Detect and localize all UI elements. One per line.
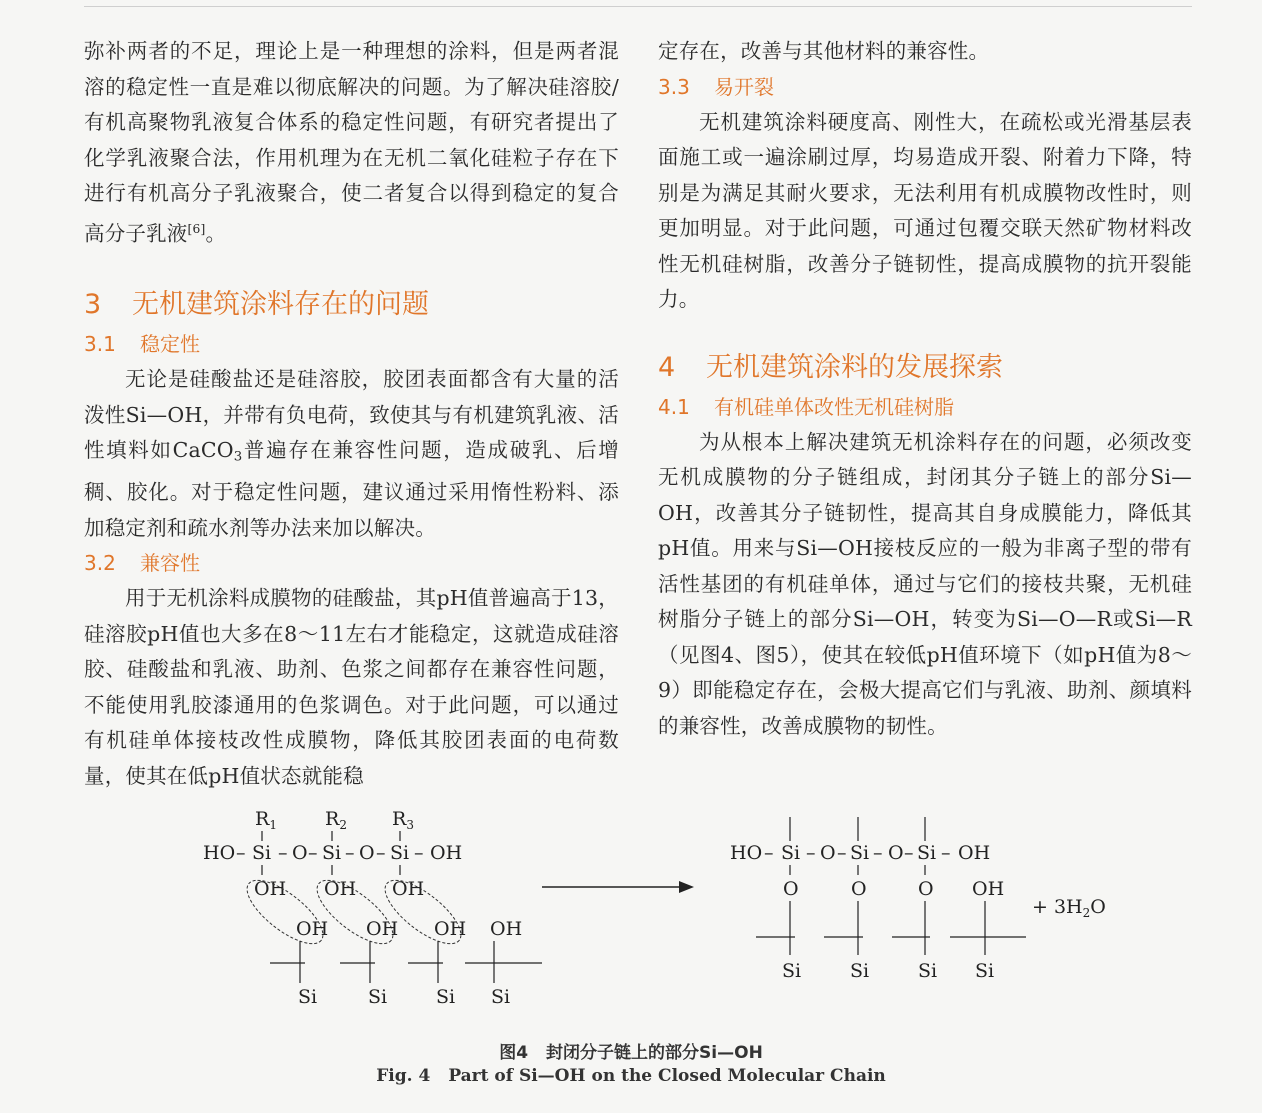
oh-free: OH [972,878,1005,900]
chain-si: Si [850,842,870,864]
si-bottom: Si [491,986,511,1008]
figure-caption-en [0,1066,1262,1086]
subsection-number: 4.1 [658,394,690,419]
oh-top: OH [254,878,287,900]
section-heading [84,285,619,325]
oh-bottom: OH [296,918,329,940]
section-number: 4 [658,351,676,383]
chain-dash: – [873,842,883,864]
water-product: + $3H_2O$ [1032,896,1106,920]
paragraph: 为从根本上解决建筑无机涂料存在的问题，必须改变无机成膜物的分子链组成，封闭其分子链上的部分Si—OH，改善其分子链韧性，提高其自身成膜能力，降低其pH值。用来与Si—OH接枝反应的一般为非离子型的带有活性基团的有机硅单体，通过与它们的接枝共聚，无机硅树脂分子链上的部分Si—OH，转变为Si—O—R或Si—R（见图4、图5），使其在较低pH值环境下（如pH值为8～9）即能稳定存在，会极大提高它们与乳液、助剂、颜填料的兼容性，改善成膜物的韧性。 [658,429,1192,738]
subsection-heading [658,390,1192,425]
chain-o: O [292,842,308,864]
subsection-heading [84,546,619,581]
chain-o: O [820,842,836,864]
chain-dash: – [941,842,951,864]
r2-label: $R_2$ [325,808,347,832]
si-bottom: Si [436,986,456,1008]
chain-dash: – [904,842,914,864]
subscript: 3 [233,449,243,465]
chain-dash: – [236,842,246,864]
oh-bottom: OH [366,918,399,940]
chain-dash: – [376,842,386,864]
subsection-title: 稳定性 [140,332,200,357]
chain-ho: HO [730,842,763,864]
o-bridge: O [783,878,799,900]
oh-top: OH [324,878,357,900]
chain-oh: OH [958,842,991,864]
chain-si: Si [252,842,272,864]
si-bottom: Si [918,960,938,982]
chain-dash: – [345,842,355,864]
oh-bottom: OH [490,918,523,940]
chain-ho: HO [203,842,236,864]
chain-dash: – [764,842,774,864]
subsection-heading [658,70,1192,105]
right-column [658,34,1192,744]
chain-dash: – [837,842,847,864]
subsection-title: 有机硅单体改性无机硅树脂 [714,394,954,419]
left-structure [203,808,542,1008]
figure-label: Fig. 4 [376,1066,431,1086]
paragraph-text: 弥补两者的不足，理论上是一种理想的涂料，但是两者混溶的稳定性一直是难以彻底解决的问题。为了解决硅溶胶/有机高聚物乳液复合体系的稳定性问题，有研究者提出了化学乳液聚合法，作用机理为在无机二氧化硅粒子存在下进行有机高分子乳液聚合，使二者复合以得到稳定的复合高分子乳液 [84,39,619,245]
figure-caption-text: Part of Si—OH on the Closed Molecular Chain [448,1066,886,1086]
subsection-title: 易开裂 [714,74,774,99]
paragraph: 无机建筑涂料硬度高、刚性大，在疏松或光滑基层表面施工或一遍涂刷过厚，均易造成开裂、附着力下降，特别是为满足其耐火要求，无法利用有机成膜物改性时，则更加明显。对于此问题，可通过包覆交联天然矿物材料改性无机硅树脂，改善分子链韧性，提高成膜物的抗开裂能力。 [658,109,1192,311]
o-bridge: O [918,878,934,900]
citation-ref: [6] [187,221,206,236]
figure-caption-text: 封闭分子链上的部分Si—OH [546,1043,763,1063]
si-bottom: Si [850,960,870,982]
si-bottom: Si [298,986,318,1008]
r1-label: $R_1$ [255,808,277,832]
si-bottom: Si [975,960,995,982]
figure-caption-cn [0,1038,1262,1063]
top-rule [84,6,1192,7]
subsection-number: 3.2 [84,551,116,576]
figure-label: 图4 [499,1043,529,1063]
si-bottom: Si [782,960,802,982]
o-bridge: O [851,878,867,900]
subsection-number: 3.1 [84,332,116,357]
chain-dash: – [278,842,288,864]
chain-si: Si [322,842,342,864]
chain-si: Si [781,842,801,864]
chain-dash: – [308,842,318,864]
paragraph: 定存在，改善与其他材料的兼容性。 [658,39,990,63]
oh-top: OH [392,878,425,900]
subsection-number: 3.3 [658,74,690,99]
section-number: 3 [84,289,102,321]
oh-bottom: OH [434,918,467,940]
left-column [84,34,619,794]
paragraph: 用于无机涂料成膜物的硅酸盐，其pH值普遍高于13，硅溶胶pH值也大多在8～11左右才能稳定，这就造成硅溶胶、硅酸盐和乳液、助剂、色浆之间都存在兼容性问题，不能使用乳胶漆通用的色浆调色。对于此问题，可以通过有机硅单体接枝改性成膜物，降低其胶团表面的电荷数量，使其在低pH值状态就能稳 [84,586,619,788]
section-title: 无机建筑涂料的发展探索 [706,351,1003,383]
right-structure [730,817,1106,982]
paragraph-text: 无论是硅酸盐还是硅溶胶，胶团表面都含有大量的活泼性Si—OH，并带有负电荷，致使其与有机建筑乳液、活性填料如CaCO [84,367,619,463]
section-heading [658,348,1192,388]
subsection-heading [84,327,619,362]
paragraph [84,34,619,251]
chain-si: Si [390,842,410,864]
section-title: 无机建筑涂料存在的问题 [132,289,429,321]
paragraph-text: 普遍存在兼容性问题，造成破乳、后增稠、胶化。对于稳定性问题，建议通过采用惰性粉料、添加稳定剂和疏水剂等办法来加以解决。 [84,438,619,540]
r3-label: $R_3$ [392,808,414,832]
chain-dash: – [806,842,816,864]
chain-oh: OH [430,842,463,864]
chain-si: Si [917,842,937,864]
reaction-diagram [0,795,1262,1025]
si-bottom: Si [368,986,388,1008]
paragraph-text: 。 [205,220,227,245]
chain-o: O [359,842,375,864]
paragraph [84,362,619,546]
reaction-arrow [542,881,694,893]
chain-dash: – [414,842,424,864]
subsection-title: 兼容性 [140,551,200,576]
chain-o: O [888,842,904,864]
